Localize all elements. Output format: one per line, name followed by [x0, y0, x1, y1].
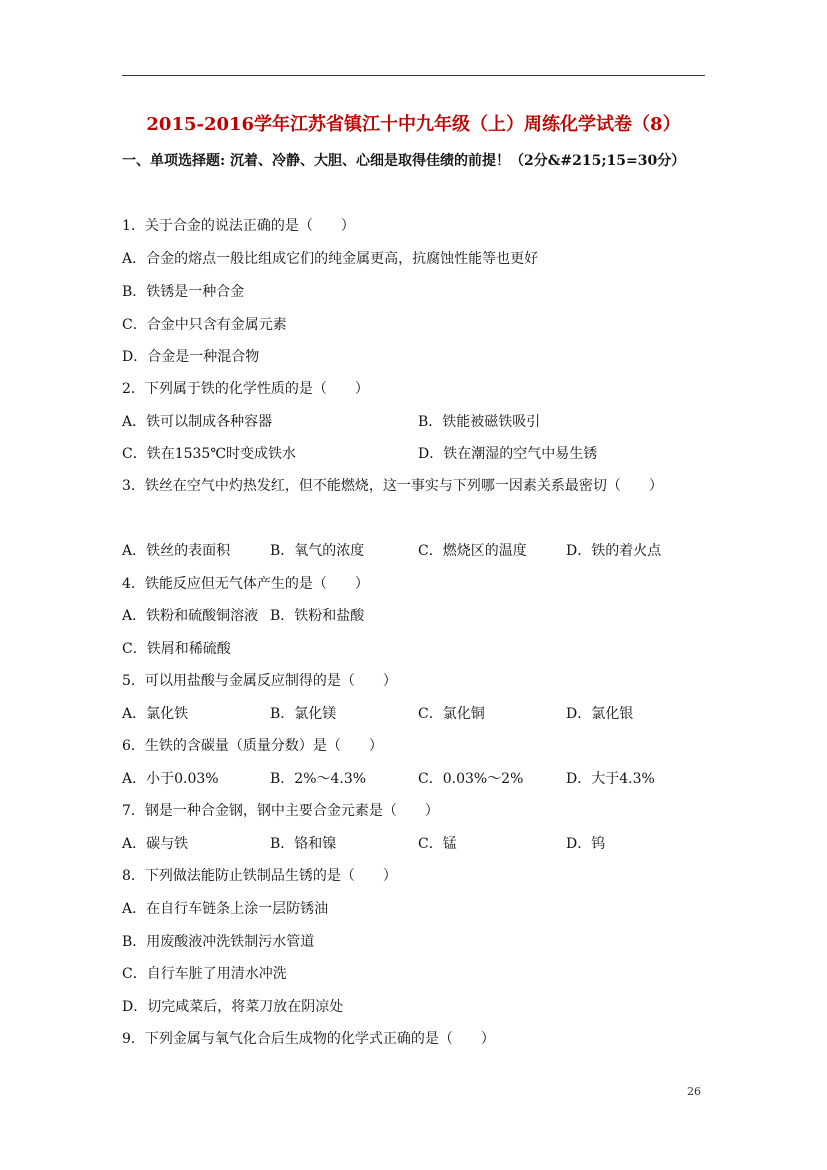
page-title: 2015-2016学年江苏省镇江十中九年级（上）周练化学试卷（8） — [146, 114, 681, 135]
question-2-stem: 2．下列属于铁的化学性质的是（ ） — [122, 381, 369, 397]
question-5-option-b: B．氯化镁 — [270, 706, 337, 722]
question-7-option-c: C．锰 — [418, 836, 457, 852]
header-rule — [122, 75, 705, 76]
question-2-option-d: D．铁在潮湿的空气中易生锈 — [418, 446, 598, 462]
question-3-option-b: B．氧气的浓度 — [270, 543, 365, 559]
question-7-option-b: B．铬和镍 — [270, 836, 337, 852]
question-4-stem: 4．铁能反应但无气体产生的是（ ） — [122, 576, 369, 592]
question-8-option-d: D．切完咸菜后，将菜刀放在阴凉处 — [122, 999, 344, 1015]
question-3-stem: 3．铁丝在空气中灼热发红，但不能燃烧，这一事实与下列哪一因素关系最密切（ ） — [122, 478, 663, 494]
question-2-option-c: C．铁在1535℃时变成铁水 — [122, 446, 297, 462]
question-8-option-c: C．自行车脏了用清水冲洗 — [122, 966, 287, 982]
question-4-option-a: A．铁粉和硫酸铜溶液 — [122, 608, 259, 624]
question-6-stem: 6．生铁的含碳量（质量分数）是（ ） — [122, 738, 383, 754]
question-5-stem: 5．可以用盐酸与金属反应制得的是（ ） — [122, 673, 397, 689]
question-7-option-a: A．碳与铁 — [122, 836, 189, 852]
question-5-option-d: D．氯化银 — [566, 706, 634, 722]
question-2-option-b: B．铁能被磁铁吸引 — [418, 414, 541, 430]
question-9-stem: 9．下列金属与氧气化合后生成物的化学式正确的是（ ） — [122, 1031, 495, 1047]
question-6-option-a: A．小于0.03% — [122, 771, 219, 787]
question-1-option-c: C．合金中只含有金属元素 — [122, 317, 287, 333]
question-4-option-b: B．铁粉和盐酸 — [270, 608, 365, 624]
question-6-option-b: B．2%～4.3% — [270, 771, 367, 787]
question-8-stem: 8．下列做法能防止铁制品生锈的是（ ） — [122, 868, 397, 884]
question-1-option-d: D．合金是一种混合物 — [122, 349, 260, 365]
question-5-option-a: A．氯化铁 — [122, 706, 189, 722]
question-3-option-a: A．铁丝的表面积 — [122, 543, 231, 559]
question-7-stem: 7．钢是一种合金钢，钢中主要合金元素是（ ） — [122, 803, 439, 819]
question-3-option-d: D．铁的着火点 — [566, 543, 662, 559]
question-8-option-a: A．在自行车链条上涂一层防锈油 — [122, 901, 329, 917]
question-6-option-d: D．大于4.3% — [566, 771, 655, 787]
question-8-option-b: B．用废酸液冲洗铁制污水管道 — [122, 934, 315, 950]
question-1-option-b: B．铁锈是一种合金 — [122, 284, 245, 300]
question-5-option-c: C．氯化铜 — [418, 706, 485, 722]
question-1-stem: 1．关于合金的说法正确的是（ ） — [122, 218, 355, 234]
question-3-option-c: C．燃烧区的温度 — [418, 543, 527, 559]
question-4-option-c: C．铁屑和稀硫酸 — [122, 641, 231, 657]
question-7-option-d: D．钨 — [566, 836, 606, 852]
question-2-option-a: A．铁可以制成各种容器 — [122, 414, 273, 430]
page-number: 26 — [687, 1085, 701, 1098]
question-6-option-c: C．0.03%～2% — [418, 771, 524, 787]
section-heading: 一、单项选择题: 沉着、冷静、大胆、心细是取得佳绩的前提！（2分&#215;15=30分） — [122, 153, 686, 169]
question-1-option-a: A．合金的熔点一般比组成它们的纯金属更高，抗腐蚀性能等也更好 — [122, 251, 539, 267]
